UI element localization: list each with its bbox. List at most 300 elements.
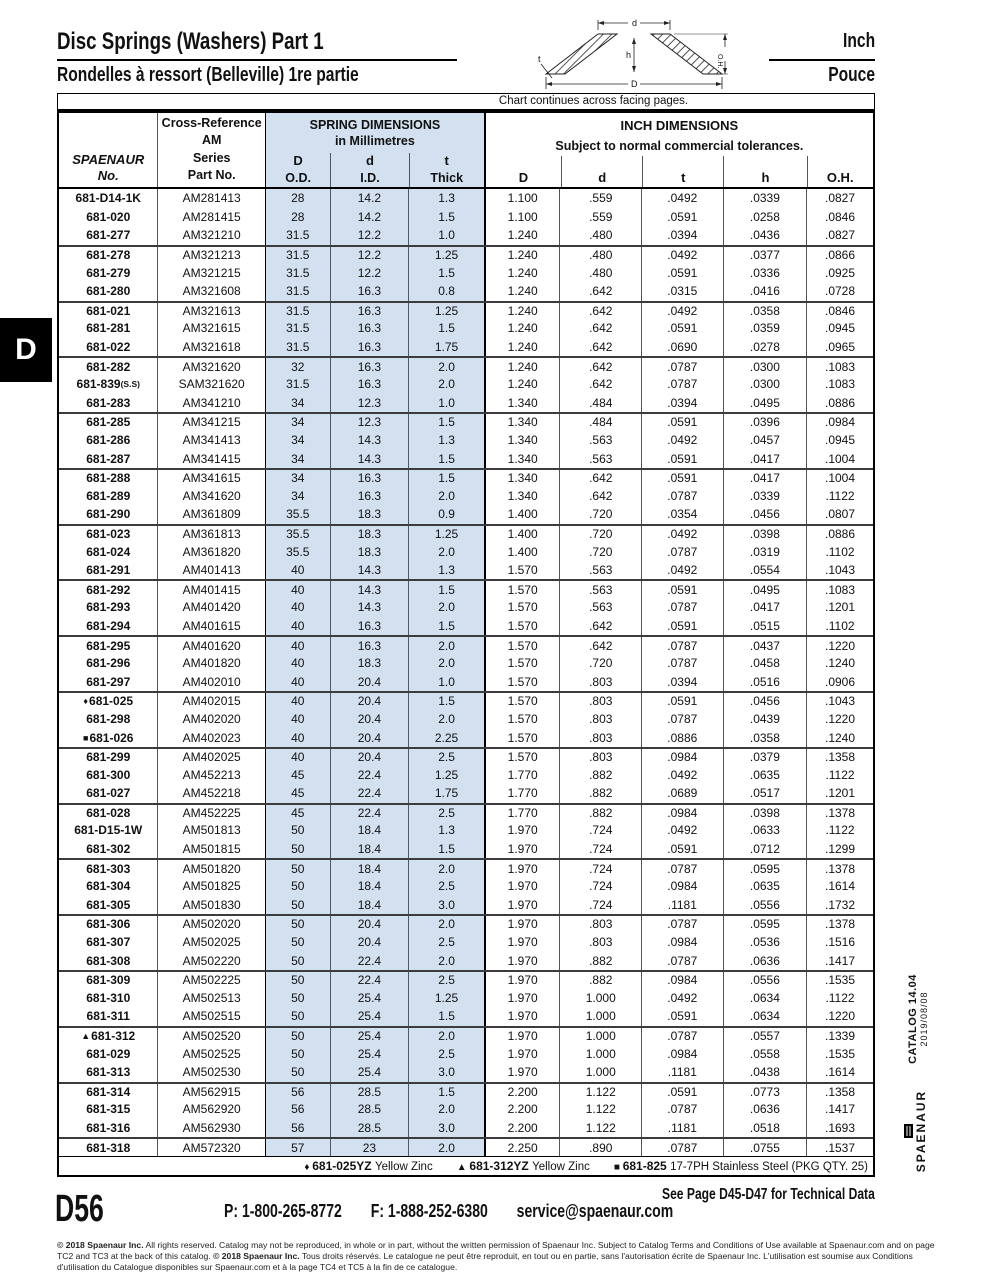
value-cell: 40 [265,637,330,654]
table-row [59,245,873,264]
value-cell: .0787 [641,358,723,375]
value-cell: AM401615 [157,617,264,636]
value-cell: 1.122 [559,1119,641,1138]
spaenaur-no-cell: 681-D15-1W [74,823,143,838]
value-cell: .1535 [806,1044,873,1063]
value-cell: 14.3 [330,598,409,617]
value-cell: 2.5 [408,1044,484,1063]
value-cell: .1083 [806,375,873,394]
value-cell: 2.0 [408,1139,484,1156]
value-cell: .803 [559,728,641,747]
value-cell: .0635 [723,877,807,896]
value-cell: 20.4 [330,672,409,691]
dim-label-t: t [538,54,541,64]
legend-item: ■ 681-825 17-7PH Stainless Steel (PKG QTY. 25) [613,1158,868,1173]
value-cell: 1.5 [408,840,484,859]
value-cell: AM402010 [157,672,264,691]
value-cell: 12.2 [330,247,409,264]
value-cell: .0595 [723,916,807,933]
value-cell: .0984 [641,805,723,822]
value-cell: 18.4 [330,860,409,877]
value-cell: 1.570 [484,654,560,673]
value-cell: .0492 [641,189,723,208]
header-inch-h: h [723,156,806,187]
value-cell: .0787 [641,951,723,970]
value-cell: 20.4 [330,693,409,710]
value-cell: 40 [265,710,330,729]
value-cell: .0417 [723,470,807,487]
value-cell: .0636 [723,951,807,970]
value-cell: AM321620 [157,358,264,375]
table-row [59,970,873,989]
value-cell: .0358 [723,303,807,320]
spaenaur-no-cell: 681-304 [86,879,131,894]
value-cell: 1.000 [559,989,641,1008]
title-divider-right [769,59,875,61]
value-cell: 14.3 [330,449,409,468]
value-cell: AM452225 [157,805,264,822]
value-cell: 1.75 [408,338,484,357]
value-cell: .0787 [641,860,723,877]
value-cell: .0945 [806,431,873,450]
value-cell: .0439 [723,710,807,729]
value-cell: .480 [559,226,641,245]
value-cell: .0556 [723,896,807,915]
value-cell: 1.122 [559,1084,641,1101]
value-cell: .0787 [641,542,723,561]
value-cell: .0591 [641,581,723,598]
value-cell: .1417 [806,1100,873,1119]
table-row [59,394,873,413]
value-cell: .563 [559,581,641,598]
header-spring-dimensions-mm: SPRING DIMENSIONS in Millimetres D O.D. d I.D. t Thick [265,113,484,187]
header-inch-d: d [561,156,642,187]
table-row [59,710,873,729]
contact-line [224,1201,832,1222]
spaenaur-no-cell: 681-024 [86,544,131,559]
value-cell: .0591 [641,449,723,468]
value-cell: 40 [265,561,330,580]
value-cell: 1.340 [484,487,560,506]
value-cell: 0.8 [408,282,484,301]
value-cell: .0492 [641,989,723,1008]
email-address: service@spaenaur.com [516,1201,674,1221]
table-row [59,449,873,468]
value-cell: 18.3 [330,526,409,543]
value-cell: 1.5 [408,581,484,598]
spaenaur-no-cell: 681-022 [86,340,131,355]
spaenaur-no-cell: 681-027 [86,786,131,801]
value-cell: .0984 [806,414,873,431]
value-cell: 1.240 [484,303,560,320]
value-cell: 50 [265,877,330,896]
value-cell: 34 [265,431,330,450]
spaenaur-no-cell: 681-303 [86,861,131,876]
table-row [59,487,873,506]
value-cell: .0787 [641,375,723,394]
value-cell: 2.0 [408,637,484,654]
value-cell: .0456 [723,693,807,710]
value-cell: AM321213 [157,247,264,264]
table-row [59,840,873,859]
value-cell: 16.3 [330,319,409,338]
table-row [59,412,873,431]
value-cell: .0398 [723,526,807,543]
value-cell: 1.122 [559,1100,641,1119]
value-cell: .0438 [723,1063,807,1082]
value-cell: 1.5 [408,470,484,487]
value-cell: .0437 [723,637,807,654]
value-cell: 22.4 [330,951,409,970]
spaenaur-no-cell: 681-318 [86,1140,131,1155]
value-cell: AM502225 [157,972,264,989]
spaenaur-no-cell: 681-307 [86,935,131,950]
table-row [59,747,873,766]
value-cell: 18.4 [330,821,409,840]
value-cell: .0787 [641,598,723,617]
value-cell: 16.3 [330,358,409,375]
legend-row [59,1156,873,1175]
value-cell: 16.3 [330,617,409,636]
value-cell: .0591 [641,693,723,710]
value-cell: .0417 [723,598,807,617]
value-cell: 16.3 [330,487,409,506]
spaenaur-no-cell: 681-839 (S.S) [76,377,140,392]
value-cell: 1.5 [408,693,484,710]
value-cell: .0755 [723,1139,807,1156]
value-cell: .0984 [641,749,723,766]
value-cell: 1.570 [484,672,560,691]
value-cell: 1.570 [484,693,560,710]
value-cell: AM321618 [157,338,264,357]
value-cell: .0554 [723,561,807,580]
value-cell: 50 [265,951,330,970]
value-cell: .1201 [806,784,873,803]
value-cell: .0436 [723,226,807,245]
value-cell: .0495 [723,581,807,598]
title-english: Disc Springs (Washers) Part 1 [57,28,324,55]
value-cell: 31.5 [265,303,330,320]
table-row [59,1100,873,1119]
value-cell: .1122 [806,989,873,1008]
value-cell: .0945 [806,319,873,338]
value-cell: .724 [559,821,641,840]
value-cell: 1.240 [484,282,560,301]
value-cell: .484 [559,394,641,413]
value-cell: .0591 [641,208,723,227]
value-cell: 1.0 [408,226,484,245]
value-cell: 2.0 [408,951,484,970]
value-cell: .0773 [723,1084,807,1101]
value-cell: .803 [559,710,641,729]
value-cell: AM281415 [157,208,264,227]
value-cell: .1122 [806,487,873,506]
spaenaur-no-cell: 681-288 [86,471,131,486]
value-cell: .1043 [806,693,873,710]
value-cell: .0787 [641,637,723,654]
table-row [59,375,873,394]
value-cell: .1004 [806,449,873,468]
header-mm-thick: t Thick [409,153,484,187]
value-cell: .724 [559,860,641,877]
value-cell: .1378 [806,805,873,822]
value-cell: 1.25 [408,989,484,1008]
value-cell: AM502220 [157,951,264,970]
value-cell: AM562930 [157,1119,264,1138]
value-cell: 1.5 [408,208,484,227]
value-cell: .0556 [723,972,807,989]
value-cell: 50 [265,1007,330,1026]
value-cell: 18.4 [330,896,409,915]
spaenaur-no-cell: 681-292 [86,582,131,597]
value-cell: .1535 [806,972,873,989]
value-cell: 1.340 [484,449,560,468]
spaenaur-no-cell: 681-308 [86,953,131,968]
value-cell: 1.570 [484,617,560,636]
value-cell: 1.400 [484,505,560,524]
value-cell: AM402015 [157,693,264,710]
value-cell: 2.0 [408,1100,484,1119]
spaenaur-no-cell: 681-311 [86,1009,130,1024]
value-cell: 1.340 [484,431,560,450]
value-cell: 1.5 [408,449,484,468]
value-cell: 50 [265,933,330,952]
value-cell: .0591 [641,470,723,487]
value-cell: AM452218 [157,784,264,803]
value-cell: .1201 [806,598,873,617]
value-cell: 3.0 [408,1119,484,1138]
value-cell: 1.3 [408,431,484,450]
value-cell: 2.0 [408,654,484,673]
value-cell: 1.570 [484,749,560,766]
value-cell: 50 [265,1044,330,1063]
value-cell: 16.3 [330,282,409,301]
value-cell: .0457 [723,431,807,450]
value-cell: 1.000 [559,1028,641,1045]
value-cell: 2.5 [408,805,484,822]
value-cell: .0846 [806,208,873,227]
value-cell: 3.0 [408,896,484,915]
value-cell: .0591 [641,617,723,636]
value-cell: 1.5 [408,1084,484,1101]
technical-data-note: See Page D45-D47 for Technical Data [662,1186,875,1203]
value-cell: AM502513 [157,989,264,1008]
unit-label-inch: Inch [842,30,875,52]
value-cell: AM502530 [157,1063,264,1082]
value-cell: .480 [559,247,641,264]
value-cell: .0492 [641,303,723,320]
value-cell: .0636 [723,1100,807,1119]
value-cell: 40 [265,654,330,673]
dim-label-d: d [632,18,638,28]
header-inch-oh: O.H. [807,156,873,187]
spaenaur-no-cell: 681-028 [86,805,131,820]
header-mm-id: d I.D. [330,153,408,187]
value-cell: 18.3 [330,542,409,561]
value-cell: 2.5 [408,877,484,896]
value-cell: 31.5 [265,319,330,338]
value-cell: 34 [265,449,330,468]
value-cell: 14.2 [330,208,409,227]
value-cell: .0690 [641,338,723,357]
table-row [59,989,873,1008]
value-cell: 2.5 [408,972,484,989]
table-row [59,896,873,915]
value-cell: 1.770 [484,805,560,822]
value-cell: 1.25 [408,526,484,543]
value-cell: 0.9 [408,505,484,524]
value-cell: 1.970 [484,1063,560,1082]
value-cell: .1240 [806,728,873,747]
table-row [59,1007,873,1026]
value-cell: 34 [265,470,330,487]
table-row [59,226,873,245]
value-cell: 1.5 [408,414,484,431]
value-cell: 40 [265,617,330,636]
value-cell: .0965 [806,338,873,357]
value-cell: .720 [559,505,641,524]
value-cell: .1614 [806,1063,873,1082]
value-cell: .0591 [641,840,723,859]
value-cell: 1.5 [408,263,484,282]
value-cell: 50 [265,840,330,859]
value-cell: .642 [559,637,641,654]
spaenaur-no-cell: 681-300 [86,767,131,782]
value-cell: 1.25 [408,765,484,784]
value-cell: .882 [559,805,641,822]
value-cell: AM501825 [157,877,264,896]
value-cell: 2.200 [484,1119,560,1138]
value-cell: 31.5 [265,263,330,282]
value-cell: AM281413 [157,189,264,208]
value-cell: .1240 [806,654,873,673]
value-cell: 45 [265,765,330,784]
value-cell: .0456 [723,505,807,524]
value-cell: 1.970 [484,1028,560,1045]
header-mm-od: D O.D. [285,153,311,185]
title-french: Rondelles à ressort (Belleville) 1re partie [57,64,359,86]
value-cell: .1417 [806,951,873,970]
value-cell: .0886 [641,728,723,747]
value-cell: AM402025 [157,749,264,766]
value-cell: .1614 [806,877,873,896]
value-cell: 1.340 [484,470,560,487]
left-band [546,34,617,74]
spaenaur-no-cell: 681-279 [86,265,131,280]
table-row [59,821,873,840]
spaenaur-no-cell: 681-286 [86,433,131,448]
value-cell: .1122 [806,765,873,784]
value-cell: 40 [265,693,330,710]
value-cell: .642 [559,617,641,636]
value-cell: 2.25 [408,728,484,747]
value-cell: .1299 [806,840,873,859]
table-row [59,208,873,227]
value-cell: 31.5 [265,282,330,301]
value-cell: .0591 [641,263,723,282]
table-row [59,579,873,598]
value-cell: .803 [559,693,641,710]
value-cell: AM341210 [157,394,264,413]
value-cell: 1.970 [484,951,560,970]
value-cell: 2.5 [408,749,484,766]
value-cell: 22.4 [330,972,409,989]
value-cell: 16.3 [330,375,409,394]
value-cell: 1.3 [408,561,484,580]
value-cell: 1.570 [484,728,560,747]
value-cell: 25.4 [330,1044,409,1063]
value-cell: 18.3 [330,505,409,524]
legend-item: ♦ 681-025YZ Yellow Zinc [304,1158,433,1173]
table-row [59,505,873,524]
value-cell: 2.200 [484,1100,560,1119]
value-cell: AM401620 [157,637,264,654]
value-cell: AM361809 [157,505,264,524]
value-cell: .563 [559,561,641,580]
value-cell: 1.240 [484,338,560,357]
spaenaur-no-cell: 681-295 [86,638,131,653]
value-cell: 45 [265,784,330,803]
value-cell: AM402023 [157,728,264,747]
value-cell: .0807 [806,505,873,524]
value-cell: .0633 [723,821,807,840]
catalog-version: CATALOG 14.04 2019/08/08 [907,974,929,1064]
value-cell: .803 [559,916,641,933]
unit-label-pouce: Pouce [828,64,875,86]
value-cell: 1.5 [408,319,484,338]
value-cell: .1220 [806,637,873,654]
value-cell: .0258 [723,208,807,227]
value-cell: 2.250 [484,1139,560,1156]
spaenaur-no-cell: 681-299 [86,750,131,765]
spaenaur-no-cell: 681-306 [86,917,131,932]
value-cell: AM341415 [157,449,264,468]
value-cell: .1378 [806,860,873,877]
value-cell: .0339 [723,189,807,208]
value-cell: .0354 [641,505,723,524]
value-cell: .1358 [806,1084,873,1101]
value-cell: .0827 [806,189,873,208]
value-cell: .0358 [723,728,807,747]
table-row [59,877,873,896]
value-cell: .0591 [641,1084,723,1101]
value-cell: AM502020 [157,916,264,933]
value-cell: .0984 [641,877,723,896]
right-band [651,34,722,74]
title-divider-left [57,59,457,61]
value-cell: AM341215 [157,414,264,431]
header-spaenaur-no: SPAENAUR No. [72,151,145,183]
value-cell: .1220 [806,710,873,729]
value-cell: 1.000 [559,1044,641,1063]
value-cell: 1.3 [408,189,484,208]
table-row [59,468,873,487]
spaenaur-no-cell: 681-281 [86,321,131,336]
value-cell: 1.240 [484,263,560,282]
table-row [59,951,873,970]
value-cell: 56 [265,1100,330,1119]
value-cell: .0984 [641,972,723,989]
value-cell: .0315 [641,282,723,301]
value-cell: 20.4 [330,710,409,729]
value-cell: .0339 [723,487,807,506]
table-row [59,1026,873,1045]
legend-item: ▲ 681-312YZ Yellow Zinc [456,1158,590,1173]
table-row [59,635,873,654]
value-cell: .563 [559,598,641,617]
value-cell: .1693 [806,1119,873,1138]
value-cell: .803 [559,672,641,691]
